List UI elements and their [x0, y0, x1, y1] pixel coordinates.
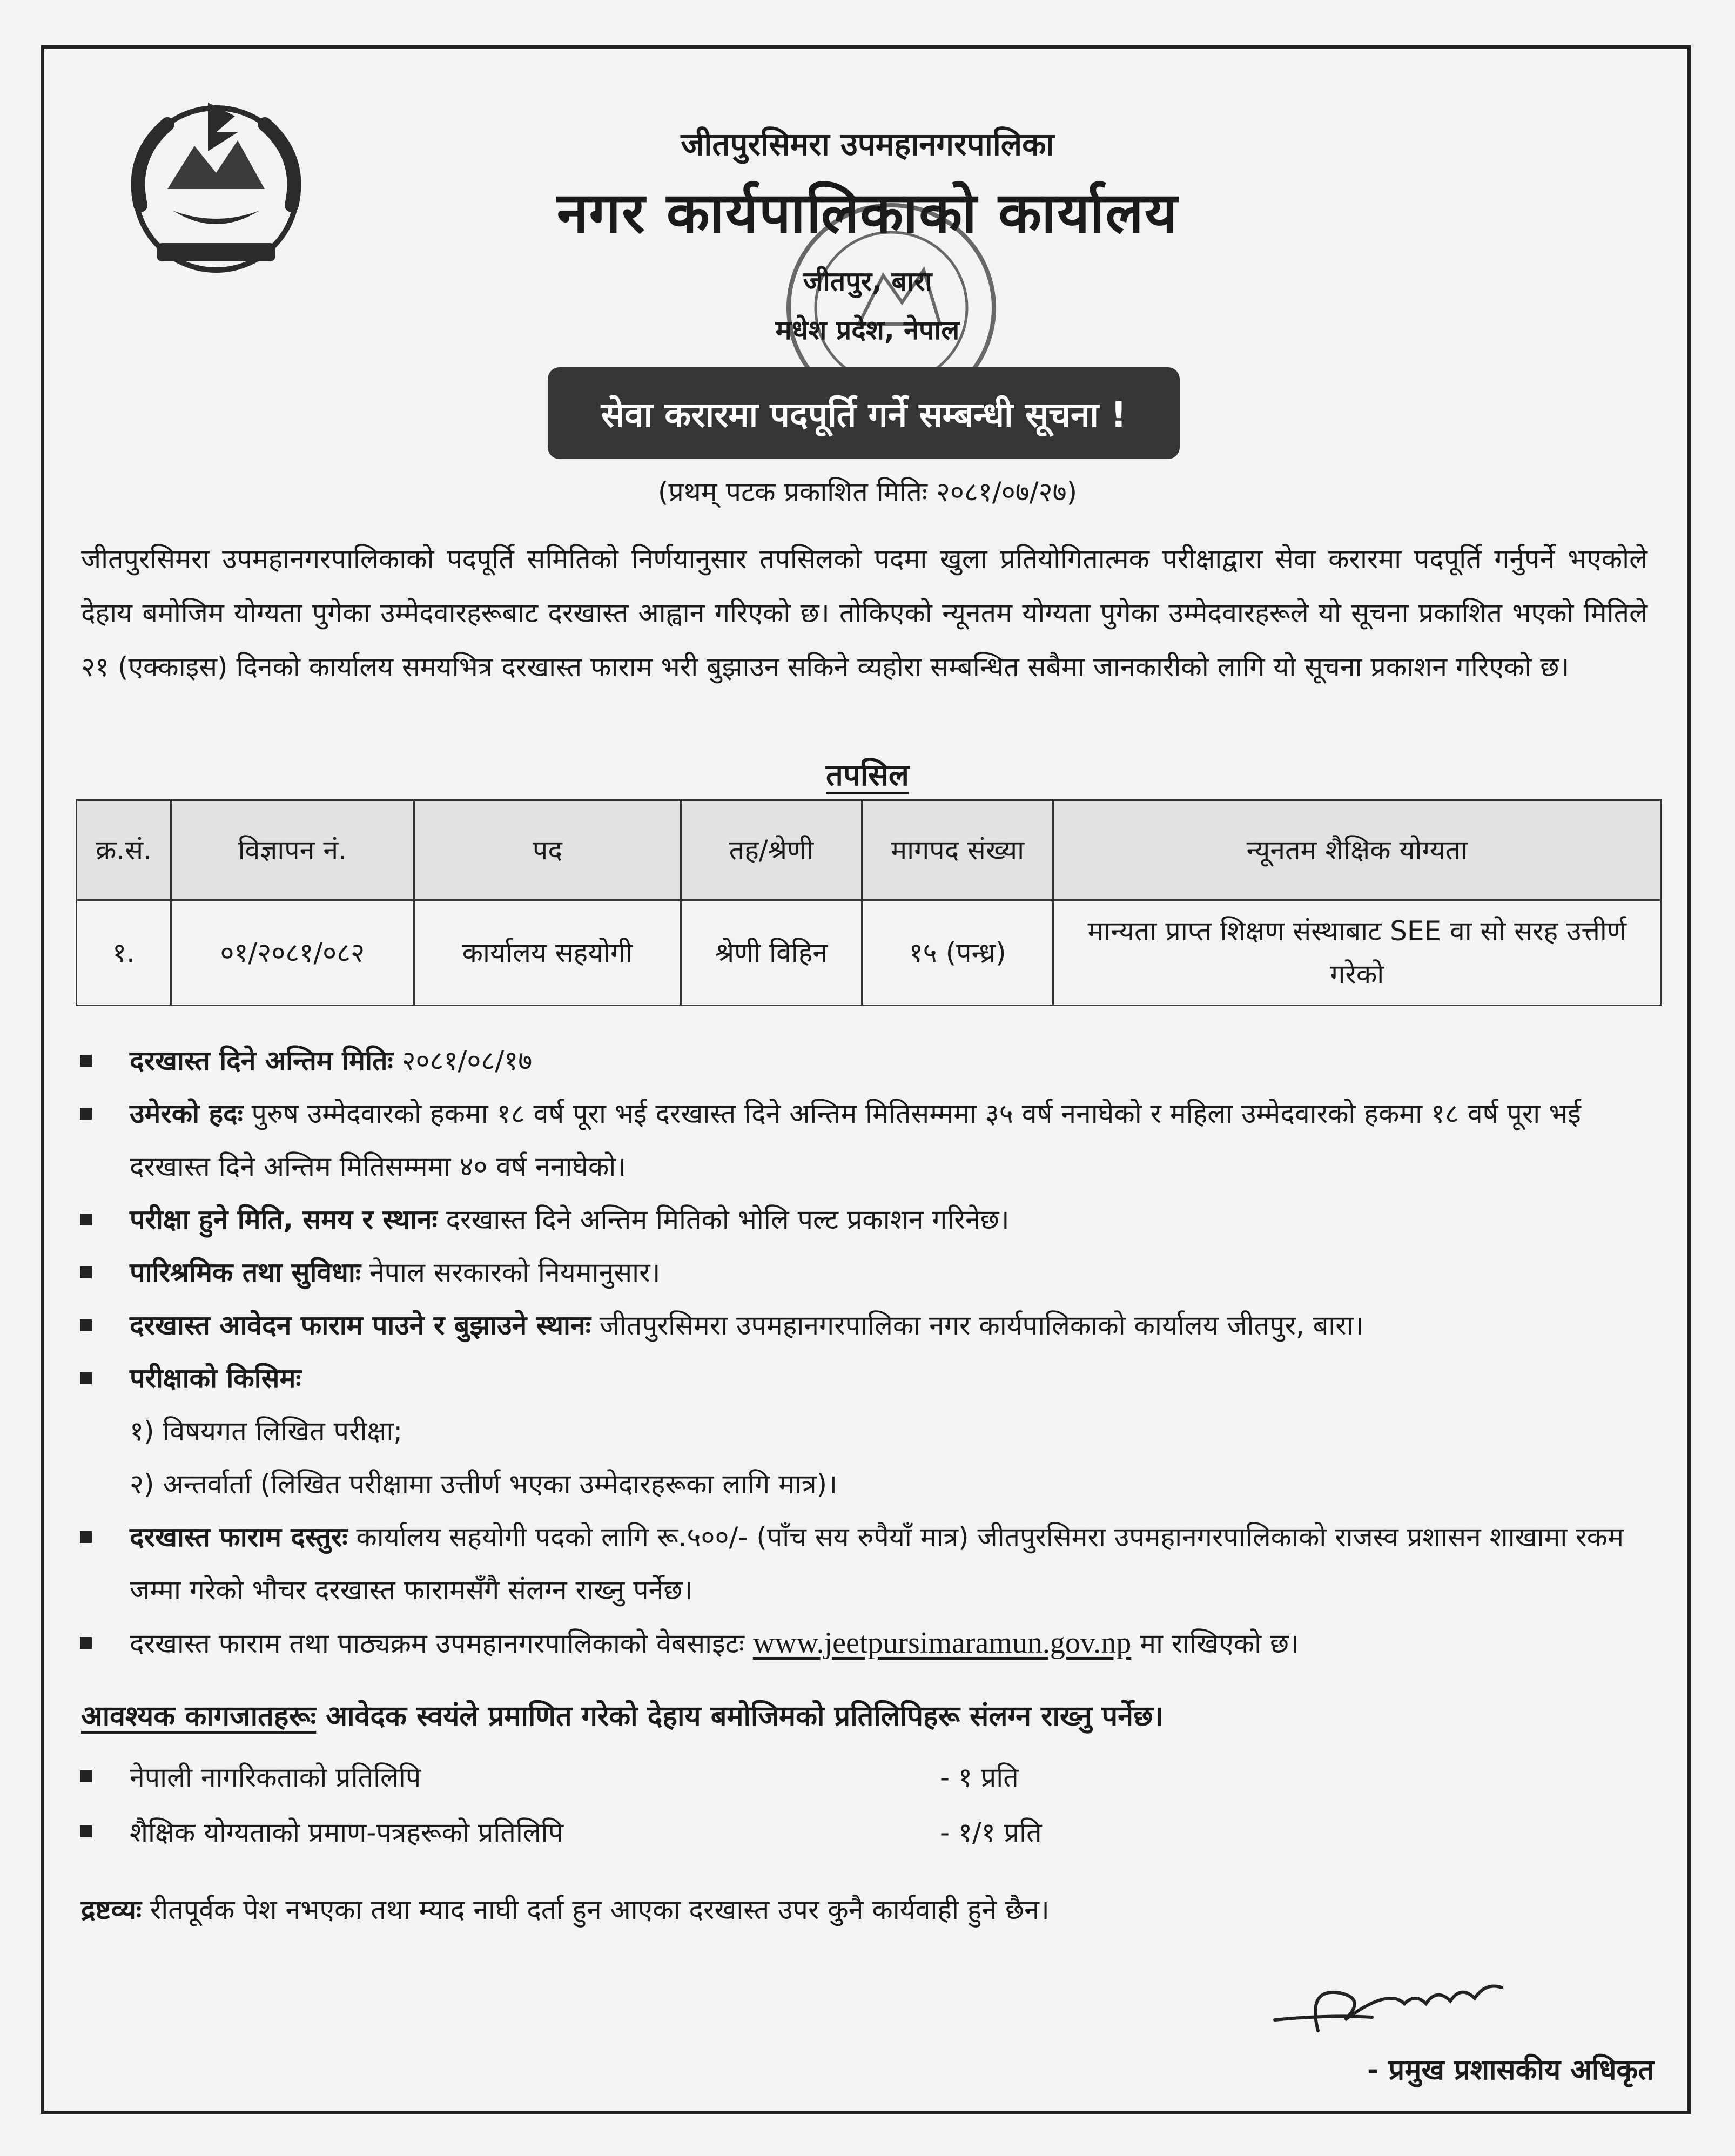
- deadline-value: २०८१/०८/१७: [401, 1045, 533, 1076]
- table-header-row: [77, 800, 1661, 900]
- fee-item: [76, 1511, 1658, 1616]
- document-name: नेपाली नागरिकताको प्रतिलिपि: [130, 1762, 421, 1793]
- header-level: तह/श्रेणी: [681, 800, 862, 900]
- publication-date: (प्रथम् पटक प्रकाशित मितिः २०८१/०७/२७): [657, 476, 1078, 508]
- exam-type-label: परीक्षाको किसिमः: [130, 1363, 301, 1394]
- website-item: [76, 1616, 1658, 1670]
- remark-label: द्रष्टव्यः: [81, 1894, 142, 1925]
- notice-conditions: [76, 1034, 1658, 1670]
- notice-title: सेवा करारमा पदपूर्ति गर्ने सम्बन्धी सूचना !: [601, 395, 1127, 435]
- deadline-item: [76, 1034, 1658, 1087]
- age-limit-label: उमेरको हदः: [130, 1098, 243, 1129]
- header-post: पद: [414, 800, 681, 900]
- list-item: [76, 1750, 1156, 1805]
- application-place-label: दरखास्त आवेदन फाराम पाउने र बुझाउने स्थानः: [130, 1310, 591, 1341]
- notice-title-banner: [548, 367, 1180, 459]
- header-advert-no: विज्ञापन नं.: [171, 800, 414, 900]
- signature-icon: [1264, 1955, 1523, 2047]
- remark: [81, 1890, 1647, 1927]
- municipality-name: जीतपुरसिमरा उपमहानगरपालिका: [681, 126, 1054, 163]
- fee-label: दरखास्त फाराम दस्तुरः: [130, 1521, 348, 1553]
- salary-label: पारिश्रमिक तथा सुविधाः: [130, 1257, 361, 1288]
- schedule-title: तपसिल: [825, 758, 910, 793]
- document-quantity: - १ प्रति: [940, 1762, 1019, 1793]
- age-limit-value: पुरुष उम्मेदवारको हकमा १८ वर्ष पूरा भई दरखास्त दिने अन्तिम मितिसम्ममा ३५ वर्ष ननाघेको र महिला उम्मेदवारको हकमा १८ वर्ष पूरा भई दरखास्त दिने अन्तिम मितिसम्ममा ४० वर्ष ननाघेको।: [130, 1098, 1581, 1182]
- salary-value: नेपाल सरकारको नियमानुसार।: [369, 1257, 661, 1288]
- list-item: [76, 1805, 1156, 1860]
- required-documents-text: आवेदक स्वयंले प्रमाणित गरेको देहाय बमोजिमको प्रतिलिपिहरू संलग्न राख्नु पर्नेछ।: [326, 1700, 1164, 1733]
- office-province: मधेश प्रदेश, नेपाल: [775, 314, 960, 346]
- exam-type-interview: २) अन्तर्वार्ता (लिखित परीक्षामा उत्तीर्ण भएका उम्मेदारहरूका लागि मात्र)।: [130, 1468, 838, 1500]
- required-documents-list: [76, 1750, 1156, 1860]
- signatory-title: - प्रमुख प्रशासकीय अधिकृत: [1367, 2054, 1654, 2086]
- cell-qualification: मान्यता प्राप्त शिक्षण संस्थाबाट SEE वा सो सरह उत्तीर्ण गरेको: [1053, 900, 1661, 1006]
- header-serial: क्र.सं.: [77, 800, 171, 900]
- header-qualification: न्यूनतम शैक्षिक योग्यता: [1053, 800, 1661, 900]
- header-vacancy-count: मागपद संख्या: [862, 800, 1053, 900]
- age-limit-item: [76, 1087, 1658, 1193]
- required-documents-label: आवश्यक कागजातहरूः: [81, 1700, 317, 1733]
- website-link[interactable]: www.jeetpursimaramun.gov.np: [752, 1626, 1132, 1660]
- document-quantity: - १/१ प्रति: [940, 1817, 1042, 1848]
- cell-level: श्रेणी विहिन: [681, 900, 862, 1006]
- exam-schedule-label: परीक्षा हुने मिति, समय र स्थानः: [130, 1204, 438, 1235]
- exam-schedule-item: [76, 1193, 1658, 1246]
- remark-text: रीतपूर्वक पेश नभएका तथा म्याद नाघी दर्ता हुन आएका दरखास्त उपर कुनै कार्यवाही हुने छैन।: [150, 1894, 1050, 1925]
- table-row: [77, 900, 1661, 1006]
- website-suffix: मा राखिएको छ।: [1140, 1628, 1300, 1659]
- website-prefix: दरखास्त फाराम तथा पाठ्यक्रम उपमहानगरपालिकाको वेबसाइटः: [130, 1628, 744, 1659]
- document-name: शैक्षिक योग्यताको प्रमाण-पत्रहरूको प्रतिलिपि: [130, 1817, 564, 1848]
- exam-type-item: [76, 1352, 1658, 1405]
- cell-vacancy-count: १५ (पन्ध्र): [862, 900, 1053, 1006]
- office-name: नगर कार्यपालिकाको कार्यालय: [556, 180, 1179, 246]
- application-place-value: जीतपुरसिमरा उपमहानगरपालिका नगर कार्यपालिकाको कार्यालय जीतपुर, बारा।: [599, 1310, 1364, 1341]
- application-place-item: [76, 1299, 1658, 1352]
- vacancy-table: [76, 799, 1662, 1006]
- cell-serial: १.: [77, 900, 171, 1006]
- salary-item: [76, 1246, 1658, 1299]
- required-documents-heading: [81, 1696, 1647, 1734]
- intro-paragraph: जीतपुरसिमरा उपमहानगरपालिकाको पदपूर्ति समितिको निर्णयानुसार तपसिलको पदमा खुला प्रतियोगितात्मक परीक्षाद्वारा सेवा करारमा पदपूर्ति गर्नुपर्ने भएकोले देहाय बमोजिम योग्यता पुगेका उम्मेदवारहरूबाट दरखास्त आह्वान गरिएको छ। तोकिएको न्यूनतम योग्यता पुगेका उम्मेदवारहरूले यो सूचना प्रकाशित भएको मितिले २१ (एक्काइस) दिनको कार्यालय समयभित्र दरखास्त फाराम भरी बुझाउन सकिने व्यहोरा सम्बन्धित सबैमा जानकारीको लागि यो सूचना प्रकाशन गरिएको छ।: [81, 543, 1647, 683]
- fee-value: कार्यालय सहयोगी पदको लागि रू.५००/- (पाँच सय रुपैयाँ मात्र) जीतपुरसिमरा उपमहानगरपालिकाको राजस्व प्रशासन शाखामा रकम जम्मा गरेको भौचर दरखास्त फारामसँगै संलग्न राख्नु पर्नेछ।: [130, 1521, 1624, 1606]
- office-location: जीतपुर, बारा: [803, 266, 932, 297]
- deadline-label: दरखास्त दिने अन्तिम मितिः: [130, 1045, 393, 1076]
- exam-schedule-value: दरखास्त दिने अन्तिम मितिको भोलि पल्ट प्रकाशन गरिनेछ।: [446, 1204, 1010, 1235]
- cell-advert-no: ०१/२०८१/०८२: [171, 900, 414, 1006]
- exam-type-written: १) विषयगत लिखित परीक्षा;: [130, 1416, 403, 1447]
- cell-post: कार्यालय सहयोगी: [414, 900, 681, 1006]
